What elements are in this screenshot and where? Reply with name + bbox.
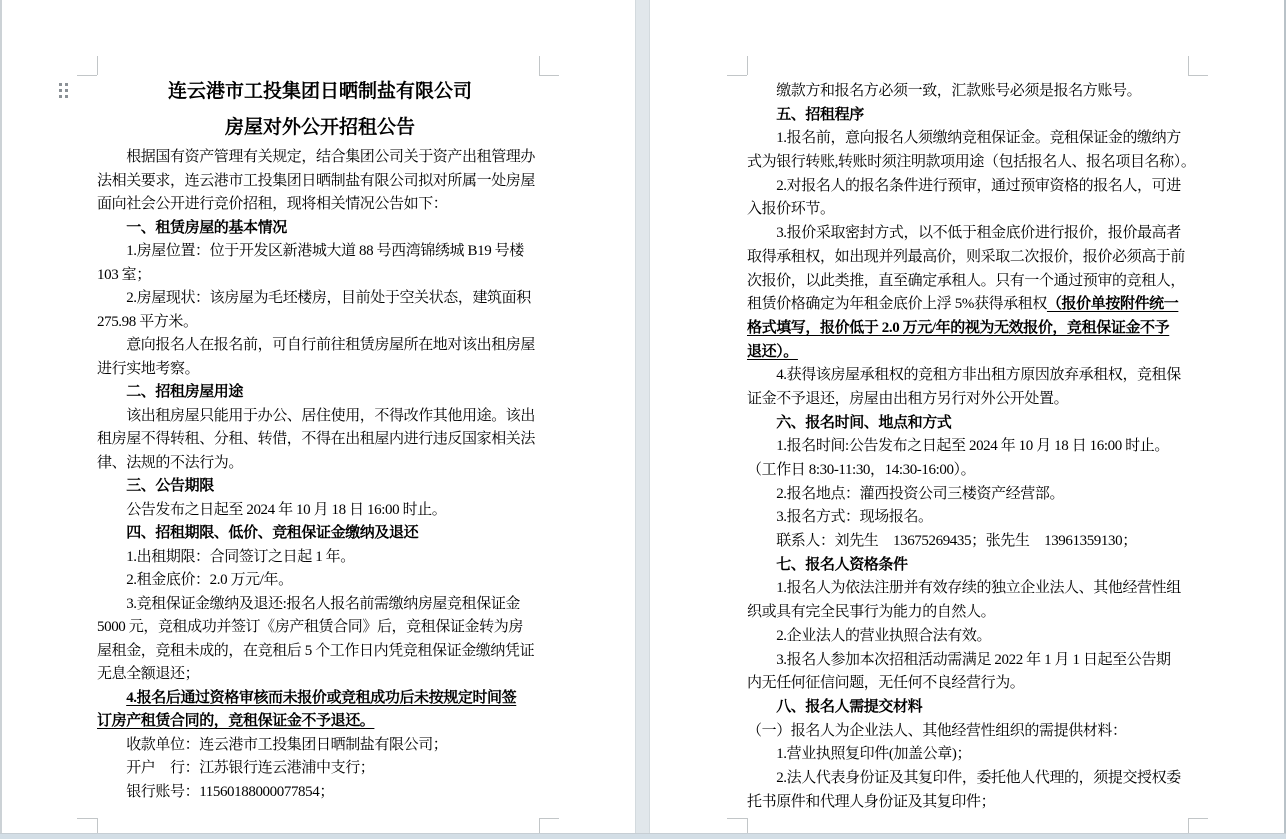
text-line: 2.房屋现状：该房屋为毛坯楼房，目前处于空关状态，建筑面积 — [97, 290, 531, 306]
text-line: 收款单位：连云港市工投集团日晒制盐有限公司； — [97, 736, 448, 753]
text-line: 无息全额退还； — [97, 666, 200, 682]
text-line: 2.企业法人的营业执照合法有效。 — [747, 627, 992, 644]
text-line: 根据国有资产管理有关规定，结合集团公司关于资产出租管理办 — [97, 149, 536, 165]
margin-mark — [727, 75, 747, 76]
text-line: 1.出租期限：合同签订之日起 1 年。 — [97, 548, 355, 565]
text-line: 4.获得该房屋承租权的竞租方非出租方原因放弃承租权，竞租保 — [747, 367, 1181, 384]
text-line: 律、法规的不法行为。 — [97, 454, 244, 471]
text-line: 275.98 平方米。 — [97, 313, 198, 330]
margin-mark — [747, 818, 748, 833]
margin-mark — [1188, 56, 1189, 75]
margin-mark — [539, 56, 540, 75]
text-line: 联系人：刘先生 13675269435；张先生 13961359130； — [747, 533, 1137, 550]
text-line: 3.竞租保证金缴纳及退还:报名人报名前需缴纳房屋竞租保证金 — [97, 595, 521, 612]
text-line: 3.报名人参加本次招租活动需满足 2022 年 1 月 1 日起至公告期 — [747, 651, 1171, 668]
margin-mark — [1188, 75, 1208, 76]
page-gap — [635, 0, 650, 834]
text-line: （一）报名人为企业法人、其他经营性组织的需提供材料： — [747, 722, 1127, 739]
margin-mark — [727, 818, 747, 819]
drag-anchor-icon[interactable] — [59, 83, 68, 98]
text-line: 1.报名时间:公告发布之日起至 2024 年 10 月 18 日 16:00 时止。 — [747, 438, 1169, 455]
text-line: 七、报名人资格条件 — [747, 556, 908, 573]
text-line: 入报价环节。 — [747, 201, 835, 218]
text-line: 1.报名前，意向报名人须缴纳竞租保证金。竞租保证金的缴纳方 — [747, 130, 1181, 147]
text-line: 次报价，以此类推，直至确定承租人。只有一个通过预审的竞租人， — [747, 272, 1186, 289]
text-line: 取得承租权，如出现并列最高价，则采取二次报价，报价必须高于前 — [747, 248, 1186, 265]
text-line: 4.报名后通过资格审核而未报价或竞租成功后未按规定时间签 — [126, 689, 517, 706]
text-line: 1.报名人为依法注册并有效存续的独立企业法人、其他经营性组 — [747, 580, 1181, 597]
margin-mark — [1188, 818, 1189, 833]
text-line: 四、招租期限、低价、竞租保证金缴纳及退还 — [97, 525, 419, 541]
margin-mark — [77, 818, 97, 819]
document-title-line: 房屋对外公开招租公告 — [224, 117, 415, 138]
text-line: 六、报名时间、地点和方式 — [747, 414, 952, 431]
text-line: 银行账号：11560188000077854； — [97, 783, 334, 800]
text-line: 1.房屋位置：位于开发区新港城大道 88 号西湾锦绣城 B19 号楼 — [97, 243, 524, 259]
text-line: 开户 行：江苏银行连云港浦中支行； — [97, 760, 375, 776]
text-line: 一、租赁房屋的基本情况 — [97, 219, 287, 236]
text-line: 屋租金，竞租未成的，在竞租后 5 个工作日内凭竞租保证金缴纳凭证 — [97, 642, 535, 659]
text-line: 103 室； — [97, 266, 151, 283]
text-line: 三、公告期限 — [97, 478, 214, 494]
text-line: （工作日 8:30-11:30，14:30-16:00）。 — [747, 462, 976, 478]
text-line: 格式填写，报价低于 2.0 万元/年的视为无效报价，竞租保证金不予 — [747, 319, 1170, 336]
text-line: 二、招租房屋用途 — [97, 384, 244, 400]
text-line: 2.对报名人的报名条件进行预审，通过预审资格的报名人，可进 — [747, 177, 1181, 194]
text-line: 进行实地考察。 — [97, 360, 200, 377]
text-line: 式为银行转账,转账时须注明款项用途（包括报名人、报名项目名称）。 — [747, 154, 1196, 171]
text-line: 3.报价采取密封方式，以不低于租金底价进行报价，报价最高者 — [747, 225, 1181, 242]
margin-mark — [77, 75, 97, 76]
text-line: 5000 元，竞租成功并签订《房产租赁合同》后，竞租保证金转为房 — [97, 619, 523, 635]
text-line: 意向报名人在报名前，可自行前往租赁房屋所在地对该出租房屋 — [97, 337, 536, 353]
window-left-edge — [0, 0, 2, 834]
text-line: 租赁价格确定为年租金底价上浮 5%获得承租权（报价单按附件统一 — [747, 296, 1179, 313]
text-line: 法相关要求，连云港市工投集团日晒制盐有限公司拟对所属一处房屋 — [97, 172, 536, 189]
page-2-text — [747, 80, 1196, 814]
text-line: 2.报名地点：灌西投资公司三楼资产经营部。 — [747, 485, 1065, 502]
margin-mark — [1188, 818, 1208, 819]
text-line: 2.租金底价：2.0 万元/年。 — [97, 572, 293, 588]
text-line: 公告发布之日起至 2024 年 10 月 18 日 16:00 时止。 — [97, 501, 447, 518]
text-line: 托书原件和代理人身份证及其复印件； — [747, 793, 996, 810]
text-line: 3.报名方式：现场报名。 — [747, 509, 933, 526]
margin-mark — [747, 56, 748, 75]
text-line: 1.营业执照复印件(加盖公章)； — [747, 746, 972, 763]
text-line: 2.法人代表身份证及其复印件，委托他人代理的，须提交授权委 — [747, 769, 1181, 786]
text-line: 面向社会公开进行竞价招租，现将相关情况公告如下： — [97, 196, 448, 212]
text-line: 租房屋不得转租、分租、转借，不得在出租屋内进行违反国家相关法 — [97, 431, 536, 447]
margin-mark — [97, 56, 98, 75]
text-line: 五、招租程序 — [747, 106, 864, 123]
text-line: 内无任何征信问题，无任何不良经营行为。 — [747, 675, 1025, 692]
margin-mark — [97, 818, 98, 833]
page-1-text — [97, 74, 543, 804]
document-title-line: 连云港市工投集团日晒制盐有限公司 — [167, 81, 472, 102]
text-line: 订房产租赁合同的，竞租保证金不予退还。 — [97, 713, 375, 729]
text-line: 该出租房屋只能用于办公、居住使用，不得改作其他用途。该出 — [97, 407, 536, 424]
window-bottom-band — [0, 834, 1286, 839]
margin-mark — [539, 818, 540, 833]
text-line: 缴款方和报名方必须一致，汇款账号必须是报名方账号。 — [747, 83, 1142, 99]
margin-mark — [539, 818, 559, 819]
text-line: 八、报名人需提交材料 — [747, 698, 923, 715]
text-line: 织或具有完全民事行为能力的自然人。 — [747, 604, 996, 621]
text-line: 退还）。 — [747, 343, 798, 360]
text-line: 证金不予退还，房屋由出租方另行对外公开处置。 — [747, 390, 1069, 407]
